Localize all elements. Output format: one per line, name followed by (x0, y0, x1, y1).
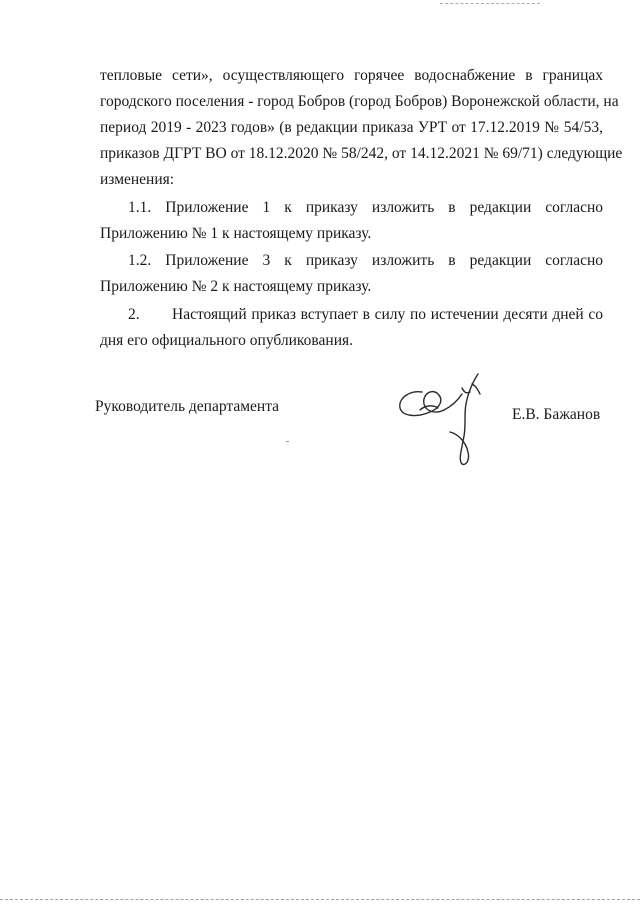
item-2-line-1 (100, 302, 603, 328)
item-1-2-line-2: Приложению № 2 к настоящему приказу. (100, 278, 372, 295)
signatory-name: Е.В. Бажанов (512, 406, 601, 423)
item-2-number: 2. (128, 306, 140, 323)
item-1-2 (100, 248, 603, 300)
intro-line-4: приказов ДГРТ ВО от 18.12.2020 № 58/242, от 14.12.2021 № 69/71) следующие (100, 145, 623, 162)
item-1-1-line-1: 1.1. Приложение 1 к приказу изложить в редакции согласно (128, 199, 603, 216)
intro-line-3: период 2019 - 2023 годов» (в редакции приказа УРТ от 17.12.2019 № 54/53, (100, 119, 603, 136)
position-title: Руководитель департамента (95, 398, 280, 415)
scan-artifact-bottom (0, 899, 640, 901)
intro-line-1: тепловые сети», осуществляющего горячее водоснабжение в границах (100, 67, 603, 84)
intro-line-2: городского поселения - город Бобров (город Бобров) Воронежской области, на (100, 93, 619, 110)
item-2 (100, 302, 603, 354)
item-1-2-line-1: 1.2. Приложение 3 к приказу изложить в редакции согласно (128, 252, 603, 269)
item-1-1-line-2: Приложению № 1 к настоящему приказу. (100, 225, 372, 242)
scan-speck (286, 441, 289, 442)
item-2-text: Настоящий приказ вступает в силу по истечении десяти дней со (172, 306, 603, 323)
item-2-line-2: дня его официального опубликования. (100, 332, 354, 349)
intro-line-5: изменения: (100, 171, 175, 188)
intro-paragraph (100, 63, 623, 193)
handwritten-signature (392, 370, 502, 470)
item-1-1 (100, 195, 603, 247)
scan-artifact-top (440, 3, 540, 6)
